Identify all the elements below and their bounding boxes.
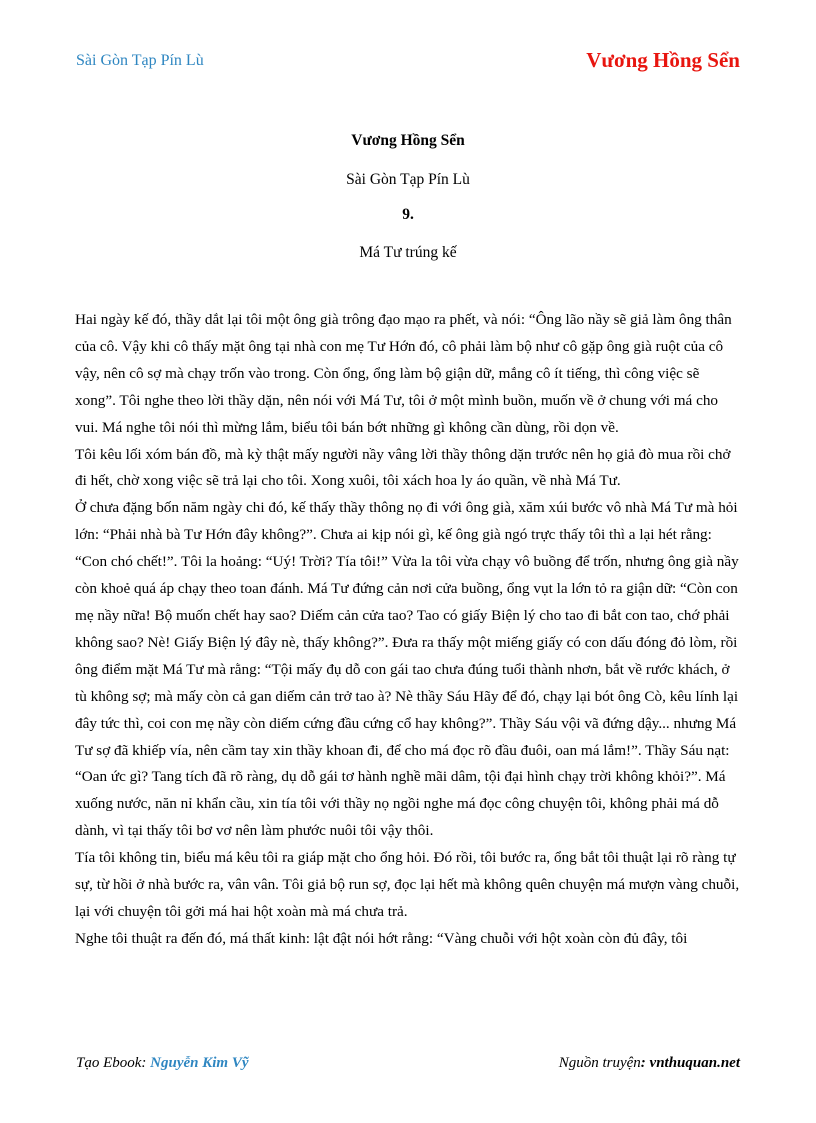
- paragraph: Hai ngày kế đó, thầy dắt lại tôi một ông già trông đạo mạo ra phết, và nói: “Ông lão nầy sẽ giả làm ông thân của cô. Vậy khi cô thấy mặt ông tại nhà con mẹ Tư Hớn đó, cô phải làm bộ như cô gặp ông già ruột của cô vậy, nên cô sợ mà chạy trốn vào trong. Còn ổng, ổng làm bộ giận dữ, mắng cô ít tiếng, thì công việc sẽ xong”. Tôi nghe theo lời thầy dặn, nên nói với Má Tư, tôi ở một mình buồn, muốn về ở chung với má cho vui. Má nghe tôi nói thì mừng lắm, biểu tôi bán bớt những gì không cần dùng, rồi dọn về.: [75, 311, 732, 436]
- body-text: [75, 307, 743, 953]
- chapter-subtitle: Má Tư trúng kế: [359, 244, 457, 261]
- header-book-title: Sài Gòn Tạp Pín Lù: [76, 52, 204, 69]
- title-author: Vương Hồng Sển: [351, 132, 465, 149]
- paragraph: Tôi kêu lối xóm bán đồ, mà kỳ thật mấy người nầy vâng lời thầy thông dặn trước nên họ giả đò mua rồi chở đi hết, chờ xong việc sẽ trả lại cho tôi. Xong xuôi, tôi xách hoa ly áo quần, về nhà Má Tư.: [75, 445, 731, 490]
- paragraph: Tía tôi không tin, biểu má kêu tôi ra giáp mặt cho ổng hỏi. Đó rồi, tôi bước ra, ổng bắt tôi thuật lại rõ ràng tự sự, từ hồi ở nhà bước ra, vân vân. Tôi giả bộ run sợ, đọc lại hết mà không quên chuyện má mượn vàng chuỗi, lại với chuyện tôi gởi má hai hột xoàn mà má chưa trả.: [75, 849, 740, 920]
- paragraph: Ở chưa đặng bốn năm ngày chi đó, kế thấy thầy thông nọ đi với ông già, xăm xúi bước vô nhà Má Tư mà hỏi lớn: “Phải nhà bà Tư Hớn đây không?”. Chưa ai kịp nói gì, kế ông già ngó trực thấy tôi thì a lại hét rằng: “Con chó chết!”. Tôi la hoảng: “Uý! Trời? Tía tôi!” Vừa la tôi vừa chạy vô buồng để trốn, nhưng ông già nầy còn khoẻ quá áp chạy theo toan đánh. Má Tư đứng cản nơi cửa buồng, ổng vụt la lớn tỏ ra giận dữ: “Còn con mẹ nầy nữa! Bộ muốn chết hay sao? Diếm cản cửa tao? Tao có giấy Biện lý cho tao đi bắt con tao, chớ phải không sao? Nè! Giấy Biện lý đây nè, thấy không?”. Đưa ra thấy một miếng giấy có con dấu đóng đỏ lòm, rồi ông điểm mặt Má Tư mà rằng: “Tội mấy đụ dỗ con gái tao chưa đúng tuổi thành nhơn, bắt về rước khách, ở tù không sợ; mà mấy còn cả gan diếm cản trở tao à? Nè thầy Sáu Hãy để đó, chạy lại bót ông Cò, kêu lính lại đây tức thì, coi con mẹ nầy còn diếm cứng đầu cứng cổ hay không?”. Thầy Sáu vội vã đứng dậy... nhưng Má Tư sợ đã khiếp vía, nên cầm tay xin thầy khoan đi, để cho má đọc rõ đầu đuôi, oan má lắm!”. Thầy Sáu nạt: “Oan ức gì? Tang tích đã rõ ràng, dụ dỗ gái tơ hành nghề mãi dâm, tội đại hình chạy trời không khỏi?”. Má xuống nước, năn nỉ khẩn cầu, xin tía tôi với thầy nọ ngồi nghe má đọc công chuyện tôi, không phải má dỗ dành, vì tại thấy tôi bơ vơ nên làm phước nuôi tôi vậy thôi.: [75, 499, 739, 840]
- footer-source-sep: :: [640, 1055, 650, 1071]
- title-book: Sài Gòn Tạp Pín Lù: [346, 171, 470, 188]
- chapter-number: 9.: [402, 206, 414, 223]
- paragraph: Nghe tôi thuật ra đến đó, má thất kinh: lật đật nói hớt rằng: “Vàng chuỗi với hột xoàn còn đủ đây, tôi: [75, 929, 688, 947]
- footer-ebook-credit: [76, 1055, 249, 1072]
- header-author: Vương Hồng Sển: [586, 48, 740, 72]
- footer-source-site: vnthuquan.net: [649, 1055, 740, 1071]
- footer-source-label: Nguồn truyện: [558, 1055, 641, 1071]
- footer-ebook-label: Tạo Ebook: [76, 1055, 142, 1071]
- footer-ebook-name: Nguyễn Kim Vỹ: [150, 1055, 249, 1071]
- footer-source-credit: [559, 1055, 740, 1072]
- footer-ebook-sep: :: [141, 1055, 151, 1071]
